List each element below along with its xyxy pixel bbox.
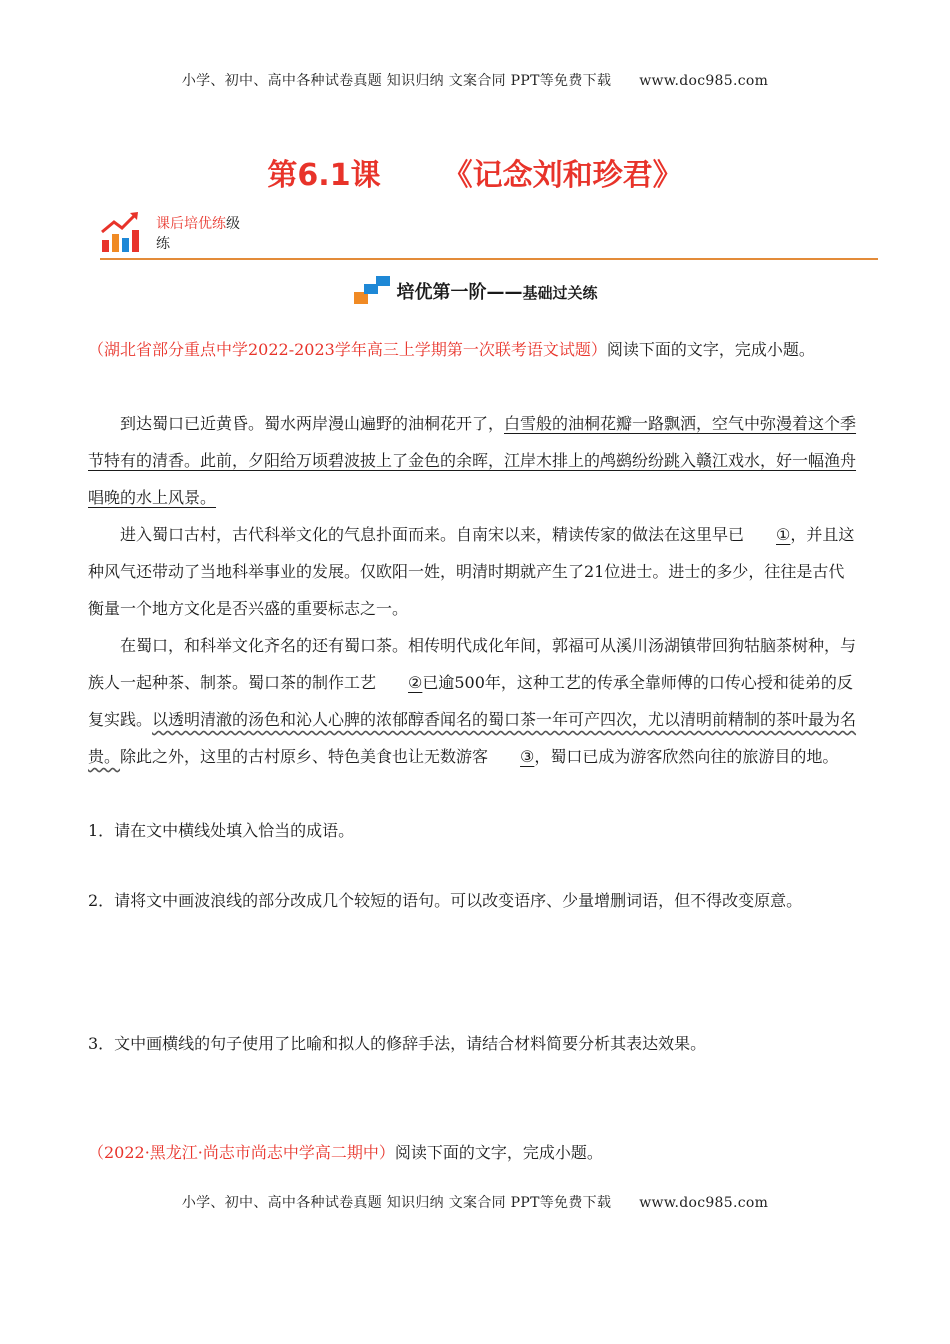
blank-3: ③ — [520, 747, 535, 766]
page-header — [0, 70, 950, 90]
para3-text-d: ，蜀口已成为游客欣然向往的旅游目的地。 — [534, 747, 839, 766]
badge-red-text: 课后培优练 — [156, 216, 226, 232]
para3-text-a: 在蜀口，和科举文化齐名的还有蜀口茶。相传明代成化年间，郭福可从溪川汤湖镇带回狗牯脑茶树种，与族人一起种茶、制茶。蜀口茶的制作工艺 — [88, 636, 857, 692]
blank-1: ① — [776, 525, 791, 544]
lesson-name: 《记念刘和珍君》 — [442, 158, 683, 193]
passage1-source: （湖北省部分重点中学2022-2023学年高三上学期第一次联考语文试题） — [88, 340, 607, 359]
page-footer — [0, 1192, 950, 1212]
lesson-number: 第6.1课 — [267, 158, 381, 193]
header-text: 小学、初中、高中各种试卷真题 知识归纳 文案合同 PPT等免费下载 — [181, 73, 612, 89]
blank-2: ② — [408, 673, 423, 692]
rising-chart-icon — [100, 210, 144, 254]
para3-text-c: 除此之外，这里的古村原乡、特色美食也让无数游客 — [120, 747, 489, 766]
question-1: 1．请在文中横线处填入恰当的成语。 — [88, 821, 355, 840]
footer-text: 小学、初中、高中各种试卷真题 知识归纳 文案合同 PPT等免费下载 — [181, 1195, 612, 1211]
badge-black-text-2: 练 — [156, 236, 170, 252]
passage1-paragraph-2 — [88, 516, 860, 627]
page-title — [0, 150, 950, 194]
para2-text-a: 进入蜀口古村，古代科举文化的气息扑面而来。自南宋以来，精读传家的做法在这里早已 — [120, 525, 745, 544]
passage1-paragraph-1 — [88, 405, 860, 516]
para3-text-b: 已逾500年，这种工艺的传承全靠师傅的口传心授和徒弟的反复实践。 — [88, 673, 853, 729]
passage2-intro: 阅读下面的文字，完成小题。 — [394, 1143, 603, 1162]
wavy-sentence: 以透明清澈的汤色和沁人心脾的浓郁醇香闻名的蜀口茶一年可产四次，尤以清明前精制的茶叶最为名贵。 — [88, 710, 857, 766]
header-rule — [100, 258, 878, 260]
passage1-paragraph-3 — [88, 627, 860, 775]
passage2-source-line — [88, 1134, 860, 1171]
question-2: 2．请将文中画波浪线的部分改成几个较短的语句。可以改变语序、少量增删词语，但不得改变原意。 — [88, 891, 803, 910]
footer-site: www.doc985.com — [639, 1195, 769, 1211]
stairs-icon — [352, 276, 392, 306]
para2-text-b: ，并且这种风气还带动了当地科举事业的发展。仅欧阳一姓，明清时期就产生了21位进士。进士的多少，往往是古代衡量一个地方文化是否兴盛的重要标志之一。 — [88, 525, 855, 618]
header-site: www.doc985.com — [639, 73, 769, 89]
passage2-source: （2022·黑龙江·尚志市尚志中学高二期中） — [88, 1143, 395, 1162]
badge-black-text-1: 级 — [226, 216, 240, 232]
para1-text: 到达蜀口已近黄昏。蜀水两岸漫山遍野的油桐花开了， — [120, 414, 505, 433]
stage-heading — [0, 276, 950, 306]
badge-label — [156, 214, 266, 254]
passage1-source-line — [88, 331, 860, 368]
stage-main: 培优第一阶—— — [396, 282, 523, 303]
question-3: 3．文中画横线的句子使用了比喻和拟人的修辞手法，请结合材料简要分析其表达效果。 — [88, 1034, 707, 1053]
stage-sub: 基础过关练 — [522, 284, 598, 302]
underlined-sentence: 白雪般的油桐花瓣一路飘洒，空气中弥漫着这个季节特有的清香。此前，夕阳给万顷碧波披上了金色的余晖，江岸木排上的鸬鹚纷纷跳入赣江戏水，好一幅渔舟唱晚的水上风景。 — [88, 414, 857, 507]
passage1-intro: 阅读下面的文字，完成小题。 — [606, 340, 815, 359]
